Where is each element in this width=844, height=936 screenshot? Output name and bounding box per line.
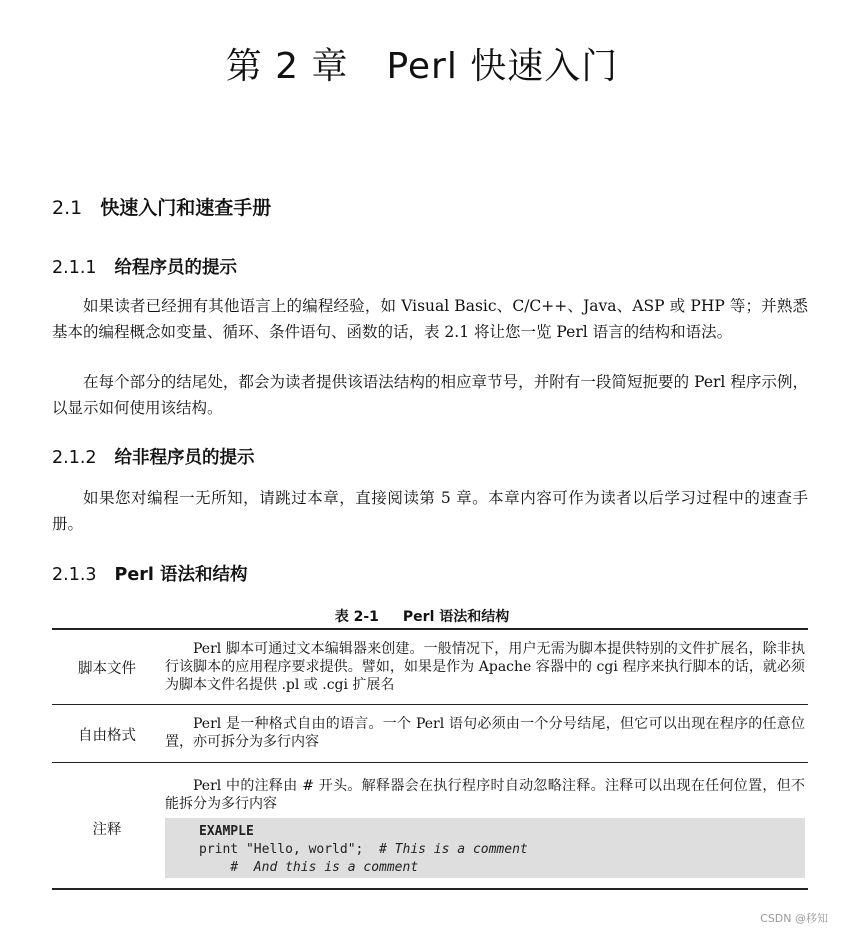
code-line — [199, 859, 805, 877]
section-number: 2.1 — [52, 197, 83, 219]
code-text: print "Hello, world"; # — [199, 842, 395, 857]
table-bottom-rule — [52, 888, 808, 890]
section-number: 2.1.2 — [52, 448, 97, 468]
section-2-1-2-heading — [52, 444, 255, 469]
table-row-text: Perl 脚本可通过文本编辑器来创建。一般情况下，用户无需为脚本提供特别的文件扩展名，除非执行该脚本的应用程序要求提供。譬如，如果是作为 Apache 容器中的 cgi 程序来执行脚本的话，就必须为脚本文件名提供 .pl 或 .cgi 扩展名 — [165, 641, 805, 693]
section-2-1-heading — [52, 193, 271, 220]
table-title: Perl 语法和结构 — [402, 609, 510, 625]
watermark: CSDN @移知 — [760, 912, 828, 925]
section-number: 2.1.3 — [52, 565, 97, 585]
paragraph: 在每个部分的结尾处，都会为读者提供该语法结构的相应章节号，并附有一段简短扼要的 Perl 程序示例，以显示如何使用该结构。 — [52, 373, 808, 417]
code-comment: This is a comment — [394, 842, 528, 857]
table-row-label: 注释 — [92, 822, 122, 838]
table-row-text: Perl 是一种格式自由的语言。一个 Perl 语句必须由一个分号结尾，但它可以出现在程序的任意位置，亦可拆分为多行内容 — [165, 716, 805, 750]
section-title: 快速入门和速查手册 — [100, 197, 272, 219]
table-top-rule — [52, 628, 808, 630]
table-row-divider — [52, 704, 808, 705]
code-heading: EXAMPLE — [199, 824, 254, 839]
table-row-label: 脚本文件 — [78, 661, 136, 677]
section-title: 给非程序员的提示 — [114, 448, 255, 468]
code-comment: And this is a comment — [253, 860, 419, 875]
section-title: 给程序员的提示 — [114, 258, 238, 278]
code-line — [199, 841, 805, 859]
table-number: 表 2-1 — [334, 609, 379, 625]
table-row-label: 自由格式 — [78, 728, 136, 744]
table-caption — [0, 606, 844, 626]
paragraph: 如果您对编程一无所知，请跳过本章，直接阅读第 5 章。本章内容可作为读者以后学习过程中的速查手册。 — [52, 489, 808, 533]
section-2-1-3-heading — [52, 561, 247, 586]
section-2-1-1-heading — [52, 254, 237, 279]
paragraph: 如果读者已经拥有其他语言上的编程经验，如 Visual Basic、C/C++、Java、ASP 或 PHP 等；并熟悉基本的编程概念如变量、循环、条件语句、函数的话，表 2.1 将让您一览 Perl 语言的结构和语法。 — [52, 297, 808, 341]
chapter-title — [0, 38, 844, 89]
code-text: # — [199, 860, 254, 875]
chapter-name: Perl 快速入门 — [386, 46, 619, 87]
section-number: 2.1.1 — [52, 258, 97, 278]
code-example — [165, 818, 805, 878]
table-row-text: Perl 中的注释由 # 开头。解释器会在执行程序时自动忽略注释。注释可以出现在任何位置，但不能拆分为多行内容 — [165, 778, 805, 812]
chapter-number: 第 2 章 — [225, 46, 349, 87]
section-title: Perl 语法和结构 — [114, 565, 248, 585]
table-row-divider — [52, 762, 808, 763]
